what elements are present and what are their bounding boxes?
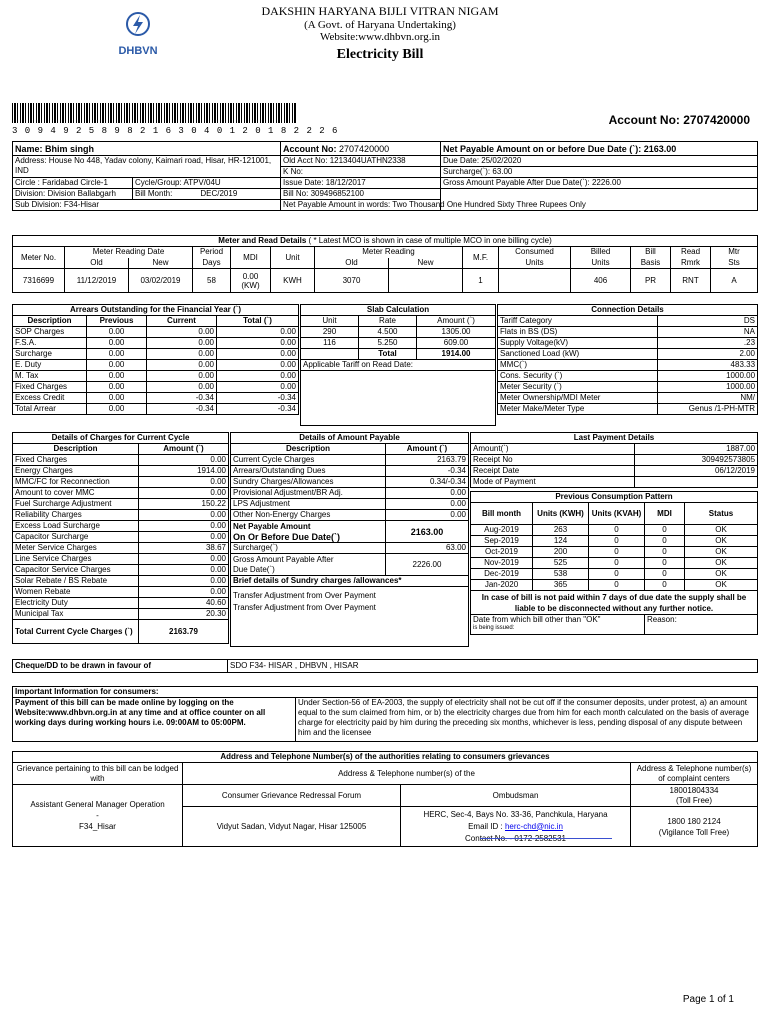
agm-office: F34_Hisar [79, 822, 116, 831]
bill-title: Electricity Bill [336, 47, 424, 62]
ombudsman-name: Ombudsman [401, 785, 631, 807]
table-row: Women Rebate 0.00 [13, 587, 229, 598]
consumption-title: Previous Consumption Pattern [471, 492, 758, 503]
old-account: Old Acct No: 1213404UATHN2338 [281, 156, 441, 167]
table-row: LPS Adjustment 0.00 [231, 499, 469, 510]
table-row: Amount to cover MMC 0.00 [13, 488, 229, 499]
k-no: K No: [281, 167, 441, 178]
charges-table: Details of Charges for Current Cycle Description Amount (`) Fixed Charges 0.00 Energy Charges 1914.00 MMC/FC for Reconnection 0.00 Amount to cover MMC 0.00 Fuel Surcharge Adjustment 150.22 Reliability Charges 0.00 Excess Load Surcharge 0.00 Capacitor Surcharge 0.00 Meter Service Charges 38.67 Line Service Charges 0.00 Capacitor Service Charges 0.00 Solar Rebate / BS Rebate 0.00 Women Rebate 0.00 Electricity Duty 40.60 Municipal Tax 20.30 Total Current Cycle Charges (`) 2163.79 [12, 432, 229, 644]
table-row: Municipal Tax 20.30 [13, 609, 229, 620]
table-row: Provisional Adjustment/BR Adj. 0.00 [231, 488, 469, 499]
total-charges: 2163.79 [139, 620, 229, 644]
list-item: Sanctioned Load (kW) 2.00 [498, 349, 758, 360]
hdr-billed: Billed [571, 247, 631, 258]
grievance-title: Address and Telephone Number(s) of the authorities relating to consumers grievances [13, 752, 758, 763]
bill-month: DEC/2019 [200, 189, 238, 198]
table-row: Fixed Charges 0.00 0.00 0.00 [13, 382, 299, 393]
sundry-item: Transfer Adjustment from Over Payment [233, 591, 376, 600]
vigilance-number: 1800 180 2124 [667, 816, 721, 826]
list-item: Amount(`) 1887.00 [471, 444, 758, 455]
hdr-unit: Unit [271, 247, 315, 269]
gross-amount: 2226.00 [386, 554, 469, 576]
table-row: Sep-2019 124 0 0 OK [471, 536, 758, 547]
table-row: Line Service Charges 0.00 [13, 554, 229, 565]
connection-table [497, 304, 758, 415]
info-title: Important Information for consumers: [13, 687, 758, 698]
barcode [12, 103, 297, 123]
table-row: 7316699 11/12/2019 03/02/2019 58 0.00 (KW) KWH 3070 1 406 PR RNT A [13, 269, 758, 293]
hdr-read: Read [671, 247, 711, 258]
table-row: Other Non-Energy Charges 0.00 [231, 510, 469, 521]
hdr-mf: M.F. [463, 247, 499, 269]
table-row: Fixed Charges 0.00 [13, 455, 229, 466]
page-number: Page 1 of 1 [682, 994, 734, 1005]
hdr-meter-reading: Meter Reading [315, 247, 463, 258]
table-row: Oct-2019 200 0 0 OK [471, 547, 758, 558]
division: Division: Division Ballabgarh [13, 189, 133, 200]
list-item: Cons. Security (`) 1000.00 [498, 371, 758, 382]
payable-table: Details of Amount Payable Description Amount (`) Current Cycle Charges 2163.79 Arrears/Outstanding Dues -0.34 Sundry Charges/Allowances 0.34/-0.34 Provisional Adjustment/BR Adj. 0.00 LPS Adjustment 0.00 Other Non-Energy Charges 0.00 Net Payable Amount On Or Before Due Date(`) 2163.00 Surcharge(`) 63.00 Gross Amount Payable After Due Date(`) 2226.00 Brief details of Sundry charges /allowances* Transfer Adjustment from Over Payment Transfer Adjustment from Over Payment [230, 432, 469, 647]
herc-address: HERC, Sec-4, Bays No. 33-36, Panchkula, Haryana [423, 809, 608, 819]
table-row: F.S.A. 0.00 0.00 0.00 [13, 338, 299, 349]
hdr-period: Period [193, 247, 231, 258]
table-row: Arrears/Outstanding Dues -0.34 [231, 466, 469, 477]
circle: Circle : Faridabad Circle-1 [13, 178, 133, 189]
list-item: Mode of Payment [471, 477, 758, 488]
table-row: M. Tax 0.00 0.00 0.00 [13, 371, 299, 382]
info-table [12, 686, 758, 742]
hdr-bill: Bill [631, 247, 671, 258]
forum-name: Consumer Grievance Redressal Forum [183, 785, 401, 807]
arrears-total-row: Total Arrear 0.00 -0.34 -0.34 [13, 404, 299, 415]
bill-no: Bill No: 309496852100 [281, 189, 441, 200]
info-online-payment: Payment of this bill can be made online by logging on the Website:www.dhbvn.org.in at any time and at office counter on all working days during working hours i.e. 09:00AM to 05:00PM. [13, 698, 296, 742]
charges-title: Details of Charges for Current Cycle [13, 433, 229, 444]
herc-contact: Contact No. - 0172-2582531 [465, 833, 566, 843]
list-item: Tariff Category DS [498, 316, 758, 327]
table-row: MMC/FC for Reconnection 0.00 [13, 477, 229, 488]
table-row: 290 4.500 1305.00 [301, 327, 496, 338]
sundry-item: Transfer Adjustment from Over Payment [233, 603, 376, 612]
slab-table: Slab Calculation Unit Rate Amount (`) 290 4.500 1305.00 116 5.250 609.00 Total 1914.00 Applicable Tariff on Read Date: [300, 304, 496, 426]
hdr-old-reading: Old [315, 258, 389, 269]
hdr-rmrk: Rmrk [671, 258, 711, 269]
gross-label: Gross Amount Payable After [233, 554, 334, 564]
issue-date: Issue Date: 18/12/2017 [281, 178, 441, 189]
consumption-table: Previous Consumption Pattern Bill month Units (KWH) Units (KVAH) MDI Status Aug-2019 263 0 0 OK Sep-2019 124 0 0 OK Oct-2019 200 0 0 OK Nov-2019 525 0 0 OK Dec-2019 538 0 0 OK Jan-2020 365 0 0 OK In case of bill is not paid within 7 days of due date the supply shall be liable to be disconnected without any further notice. Date from which bill other than "OK" is being issued: Reason: [470, 491, 758, 635]
list-item: Receipt Date 06/12/2019 [471, 466, 758, 477]
meter-title: Meter and Read Details [218, 236, 307, 245]
meter-table [12, 235, 758, 293]
hdr-new-reading: New [389, 258, 463, 269]
table-row: Capacitor Service Charges 0.00 [13, 565, 229, 576]
sundry-title: Brief details of Sundry charges /allowances* [231, 576, 469, 587]
company-website: Website:www.dhbvn.org.in [319, 31, 441, 43]
net-payable-due: Net Payable Amount on or before Due Date (`): 2163.00 [441, 142, 758, 156]
hdr-new-date: New [129, 258, 193, 269]
account-number-large: Account No: 2707420000 [608, 113, 750, 127]
table-row: Meter Service Charges 38.67 [13, 543, 229, 554]
other-date-label: Date from which bill other than "OK" [473, 615, 601, 624]
toll-free-number: 18001804334 [669, 785, 719, 795]
list-item: Meter Make/Meter Type Genus /1-PH-MTR [498, 404, 758, 415]
due-date: Due Date: 25/02/2020 [441, 156, 758, 167]
meter-title-note: ( * Latest MCO is shown in case of multiple MCO in one billing cycle) [306, 236, 552, 245]
account-label: Account No: [283, 143, 337, 154]
list-item: MMC(`) 483.33 [498, 360, 758, 371]
barcode-number: 3 0 9 4 9 2 5 8 9 8 2 1 6 3 0 4 0 1 2 0 1 8 2 2 2 6 [12, 126, 339, 136]
top-info-table [12, 141, 758, 211]
slab-total: 1914.00 [417, 349, 496, 360]
list-item: Flats in BS (DS) NA [498, 327, 758, 338]
table-row: Energy Charges 1914.00 [13, 466, 229, 477]
surcharge: Surcharge(`): 63.00 [441, 167, 758, 178]
table-row: Sundry Charges/Allowances 0.34/-0.34 [231, 477, 469, 488]
sub-division: Sub Division: F34-Hisar [13, 200, 281, 211]
customer-name: Name: Bhim singh [13, 142, 281, 156]
table-row: Current Cycle Charges 2163.79 [231, 455, 469, 466]
table-row: Solar Rebate / BS Rebate 0.00 [13, 576, 229, 587]
last-payment-table [470, 432, 758, 488]
payable-surcharge: 63.00 [386, 543, 469, 554]
net-payable-amount: 2163.00 [386, 521, 469, 543]
connection-title: Connection Details [498, 305, 758, 316]
table-row: 116 5.250 609.00 [301, 338, 496, 349]
grievance-table: Address and Telephone Number(s) of the authorities relating to consumers grievances Grievance pertaining to this bill can be lodged with Address & Telephone number(s) of the Address & Telephone number(s) of complaint centers Assistant General Manager Operation - F34_Hisar Consumer Grievance Redressal Forum Ombudsman 18001804334 (Toll Free) Vidyut Sadan, Vidyut Nagar, Hisar 125005 HERC, Sec-4, Bays No. 33-36, Panchkula, Haryana Email ID : herc-chd@nic.in Contact No. - 0172-2582531 1800 180 2124 (Vigilance Toll Free) [12, 751, 758, 847]
hdr-consumed: Consumed [499, 247, 571, 258]
hdr-days: Days [193, 258, 231, 269]
amount-in-words: Net Payable Amount in words: Two Thousand One Hundred Sixty Three Rupees Only [281, 200, 758, 211]
list-item: Meter Security (`) 1000.00 [498, 382, 758, 393]
tariff-note: Applicable Tariff on Read Date: [301, 360, 496, 371]
hdr-basis: Basis [631, 258, 671, 269]
table-row: Jan-2020 365 0 0 OK [471, 580, 758, 591]
underline-decoration [480, 838, 612, 839]
hdr-mdi: MDI [231, 247, 271, 269]
table-row: Electricity Duty 40.60 [13, 598, 229, 609]
forum-address: Vidyut Sadan, Vidyut Nagar, Hisar 125005 [183, 807, 401, 847]
table-row: SOP Charges 0.00 0.00 0.00 [13, 327, 299, 338]
agm-title: Assistant General Manager Operation [30, 800, 165, 809]
last-payment-title: Last Payment Details [471, 433, 758, 444]
list-item: Meter Ownership/MDI Meter NM/ [498, 393, 758, 404]
table-row: Capacitor Surcharge 0.00 [13, 532, 229, 543]
cheque-payee: SDO F34- HISAR , DHBVN , HISAR [228, 660, 758, 673]
logo-text: DHBVN [118, 45, 158, 57]
account-value: 2707420000 [339, 143, 390, 154]
cycle-group: Cycle/Group: ATPV/04U [133, 178, 281, 189]
hdr-reading-date: Meter Reading Date [65, 247, 193, 258]
table-row: E. Duty 0.00 0.00 0.00 [13, 360, 299, 371]
reason-label: Reason: [645, 615, 758, 635]
table-row: Nov-2019 525 0 0 OK [471, 558, 758, 569]
table-row: Aug-2019 263 0 0 OK [471, 525, 758, 536]
table-row: Excess Load Surcharge 0.00 [13, 521, 229, 532]
logo-icon [118, 10, 158, 60]
customer-address: Address: House No 448, Yadav colony, Kaimari road, Hisar, HR-121001, IND [13, 156, 281, 178]
hdr-units: Units [499, 258, 571, 269]
herc-email-link[interactable]: herc-chd@nic.in [504, 821, 563, 831]
hdr-mtr: Mtr [711, 247, 758, 258]
net-payable-label: Net Payable Amount [233, 521, 311, 531]
payable-surcharge-label: Surcharge(`) [231, 543, 386, 554]
table-row: Fuel Surcharge Adjustment 150.22 [13, 499, 229, 510]
list-item: Receipt No 309492573805 [471, 455, 758, 466]
total-charges-label: Total Current Cycle Charges (`) [13, 620, 139, 644]
hdr-billed-units: Units [571, 258, 631, 269]
info-section-56: Under Section-56 of EA-2003, the supply of electricity shall not be cut off if the consumer deposits, under protest, a) an amount equal to the sum claimed from him, or b) the electricity charges due from him for each month calculated on the basis of average charge for electricity paid by him during the preceding six months, whichever is less, pending disposal of any dispute between him and the licensee [296, 698, 758, 742]
bill-month-label: Bill Month: [135, 189, 173, 198]
hdr-meter-no: Meter No. [13, 247, 65, 269]
table-row: Surcharge 0.00 0.00 0.00 [13, 349, 299, 360]
hdr-old-date: Old [65, 258, 129, 269]
cheque-table [12, 659, 758, 673]
arrears-table: Arrears Outstanding for the Financial Year (`) Description Previous Current Total (`) SOP Charges 0.00 0.00 0.00 F.S.A. 0.00 0.00 0.00 Surcharge 0.00 0.00 0.00 E. Duty 0.00 0.00 0.00 M. Tax 0.00 0.00 0.00 Fixed Charges 0.00 0.00 0.00 Excess Credit 0.00 -0.34 -0.34 Total Arrear 0.00 -0.34 -0.34 [12, 304, 299, 415]
logo [118, 10, 158, 60]
company-name: DAKSHIN HARYANA BIJLI VITRAN NIGAM [261, 4, 499, 18]
cheque-label: Cheque/DD to be drawn in favour of [13, 660, 228, 673]
list-item: Supply Voltage(kV) .23 [498, 338, 758, 349]
table-row: Dec-2019 538 0 0 OK [471, 569, 758, 580]
disconnection-warning: In case of bill is not paid within 7 days of due date the supply shall be liable to be disconnected without any further notice. [471, 591, 758, 615]
hdr-sts: Sts [711, 258, 758, 269]
table-row: Excess Credit 0.00 -0.34 -0.34 [13, 393, 299, 404]
company-subtitle: (A Govt. of Haryana Undertaking) [304, 19, 456, 31]
slab-total-label: Total [359, 349, 417, 360]
slab-title: Slab Calculation [301, 305, 496, 316]
gross-after-due: Gross Amount Payable After Due Date(`): 2226.00 [441, 178, 758, 189]
table-row: Reliability Charges 0.00 [13, 510, 229, 521]
payable-title: Details of Amount Payable [231, 433, 469, 444]
arrears-title: Arrears Outstanding for the Financial Year (`) [13, 305, 299, 316]
